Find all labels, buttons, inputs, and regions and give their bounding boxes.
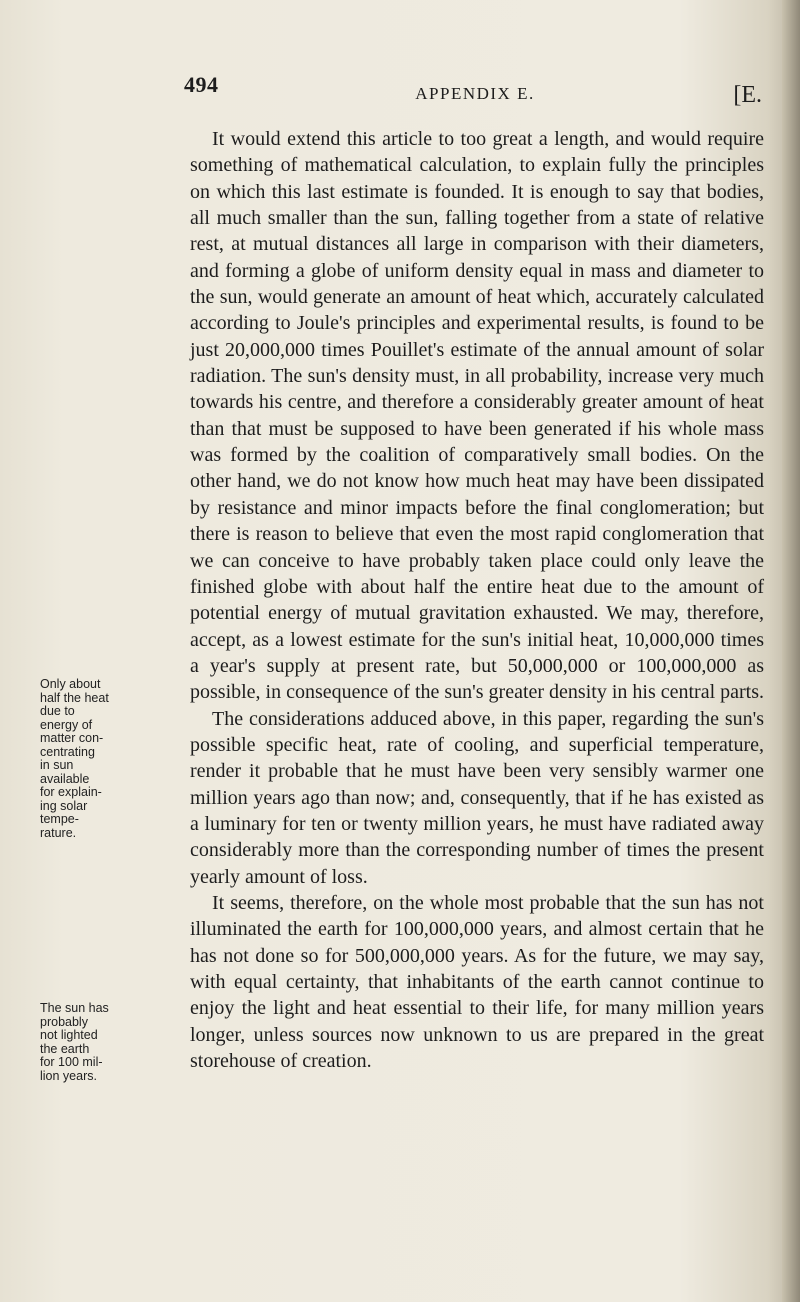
paragraph: It would extend this article to too great a length, and would require something of mathematical calculation, to explain fully the principles on which this last estimate is founded. It is enough to say that bodies, all much smaller than the sun, falling together from a state of relative rest, at mutual distances all large in comparison with their diameters, and forming a globe of uniform density equal in mass and diameter to the sun, would generate an amount of heat which, accurately calculated according to Joule's principles and experimental results, is found to be just 20,000,000 times Pouillet's estimate of the annual amount of solar radiation. The sun's density must, in all probability, increase very much towards his centre, and therefore a considerably greater amount of heat than that must be supposed to have been generated if his whole mass was formed by the coalition of comparatively small bodies. On the other hand, we do not know how much heat may have been dissipated by resistance and minor impacts before the final conglomeration; but there is reason to believe that even the most rapid conglomeration that we can conceive to have probably taken place could only leave the finished globe with about half the entire heat due to the amount of potential energy of mutual gravitation exhausted. We may, therefore, accept, as a lowest estimate for the sun's initial heat, 10,000,000 times a year's supply at present rate, but 50,000,000 or 100,000,000 as possible, in consequence of the sun's greater density in his central parts. [190,128,765,704]
body-text [190,126,764,1074]
margin-note-solar-heat: Only about half the heat due to energy of matter con- centrating in sun available for explain- ing solar tempe- rature. [40,677,109,840]
book-spine-edge [782,0,800,1302]
running-title: APPENDIX E. [415,84,535,103]
page-header [180,72,770,112]
section-mark: [E. [733,82,762,108]
paragraph: The considerations adduced above, in this paper, regarding the sun's possible specific heat, rate of cooling, and superficial temperature, render it probable that he must have been very sensibly warmer one million years ago than now; and, consequently, that if he has existed as a luminary for ten or twenty million years, he must have radiated away considerably more than the corresponding number of times the present yearly amount of loss. [190,707,764,888]
margin-note-sun-age: The sun has probably not lighted the earth for 100 mil- lion years. [40,1001,109,1083]
paragraph: It seems, therefore, on the whole most probable that the sun has not illuminated the earth for 100,000,000 years, and almost certain that he has not done so for 500,000,000 years. As for the future, we may say, with equal certainty, that inhabitants of the earth cannot continue to enjoy the light and heat essential to their life, for many million years longer, unless sources now unknown to us are prepared in the great storehouse of creation. [190,891,764,1073]
page-number: 494 [184,72,219,97]
